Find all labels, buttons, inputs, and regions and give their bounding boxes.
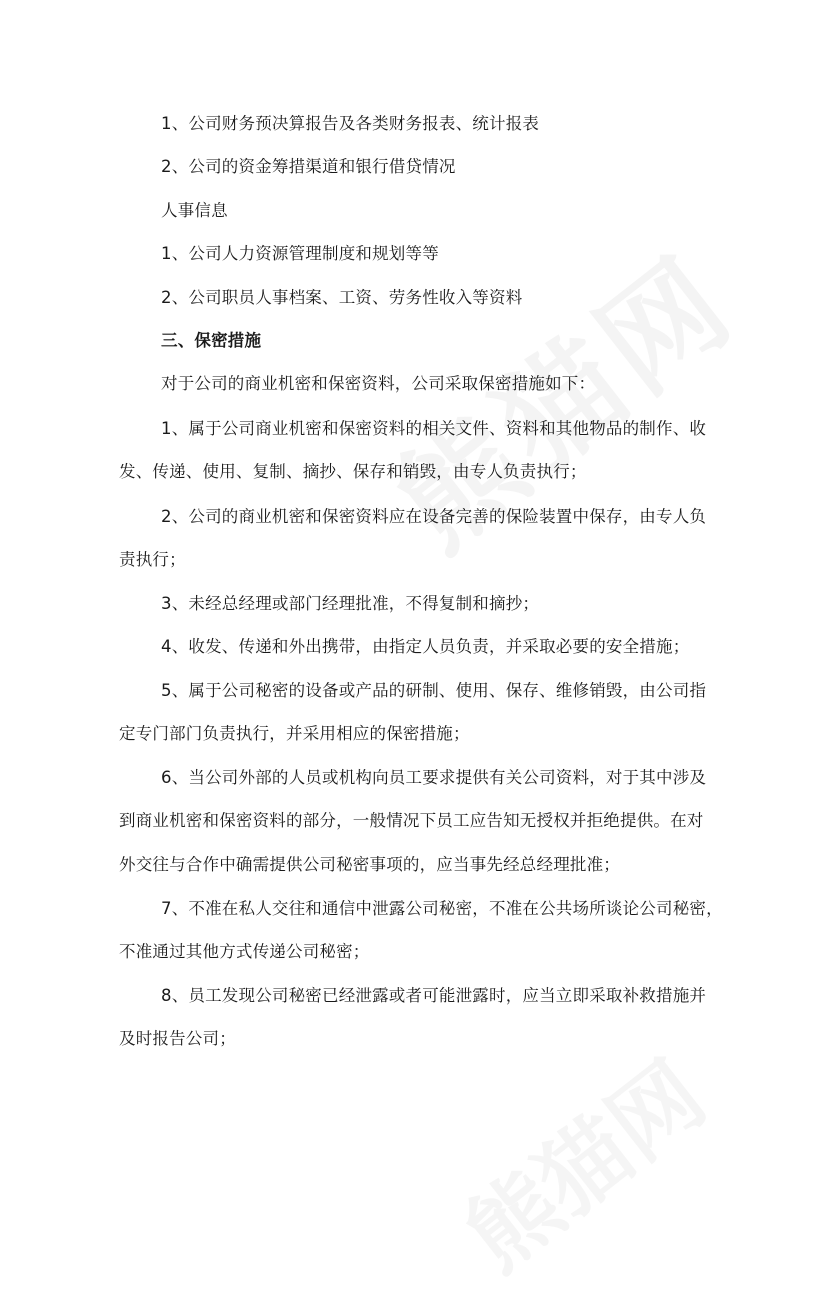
paragraph-line: 对于公司的商业机密和保密资料，公司采取保密措施如下： (161, 374, 596, 393)
paragraph-line: 定专门部门负责执行，并采用相应的保密措施； (119, 724, 470, 743)
paragraph-line: 1、属于公司商业机密和保密资料的相关文件、资料和其他物品的制作、收 (161, 419, 707, 438)
paragraph-line: 4、收发、传递和外出携带，由指定人员负责，并采取必要的安全措施； (161, 637, 690, 656)
section-subheading: 人事信息 (161, 201, 228, 220)
paragraph-line: 5、属于公司秘密的设备或产品的研制、使用、保存、维修销毁，由公司指 (161, 681, 707, 700)
paragraph-line: 2、公司的商业机密和保密资料应在设备完善的保险装置中保存，由专人负 (161, 507, 707, 526)
paragraph-line: 不准通过其他方式传递公司秘密； (119, 942, 370, 961)
paragraph-line: 8、员工发现公司秘密已经泄露或者可能泄露时，应当立即采取补救措施并 (161, 986, 707, 1005)
paragraph-line: 2、公司的资金筹措渠道和银行借贷情况 (161, 157, 456, 176)
paragraph-line: 7、不准在私人交往和通信中泄露公司秘密，不准在公共场所谈论公司秘密， (161, 899, 723, 918)
watermark-secondary (434, 1007, 726, 1263)
paragraph-line: 2、公司职员人事档案、工资、劳务性收入等资料 (161, 288, 523, 307)
paragraph-line: 1、公司人力资源管理制度和规划等等 (161, 244, 439, 263)
paragraph-line: 3、未经总经理或部门经理批准，不得复制和摘抄； (161, 594, 540, 613)
paragraph-line: 6、当公司外部的人员或机构向员工要求提供有关公司资料，对于其中涉及 (161, 768, 707, 787)
paragraph-line: 发、传递、使用、复制、摘抄、保存和销毁，由专人负责执行； (119, 462, 587, 481)
paragraph-line: 到商业机密和保密资料的部分，一般情况下员工应告知无授权并拒绝提供。在对 (119, 811, 704, 830)
section-heading: 三、保密措施 (161, 331, 262, 350)
paragraph-line: 及时报告公司； (119, 1029, 236, 1048)
paragraph-line: 1、公司财务预决算报告及各类财务报表、统计报表 (161, 114, 540, 133)
paragraph-line: 责执行； (119, 550, 186, 569)
paragraph-line: 外交往与合作中确需提供公司秘密事项的，应当事先经总经理批准； (119, 855, 620, 874)
